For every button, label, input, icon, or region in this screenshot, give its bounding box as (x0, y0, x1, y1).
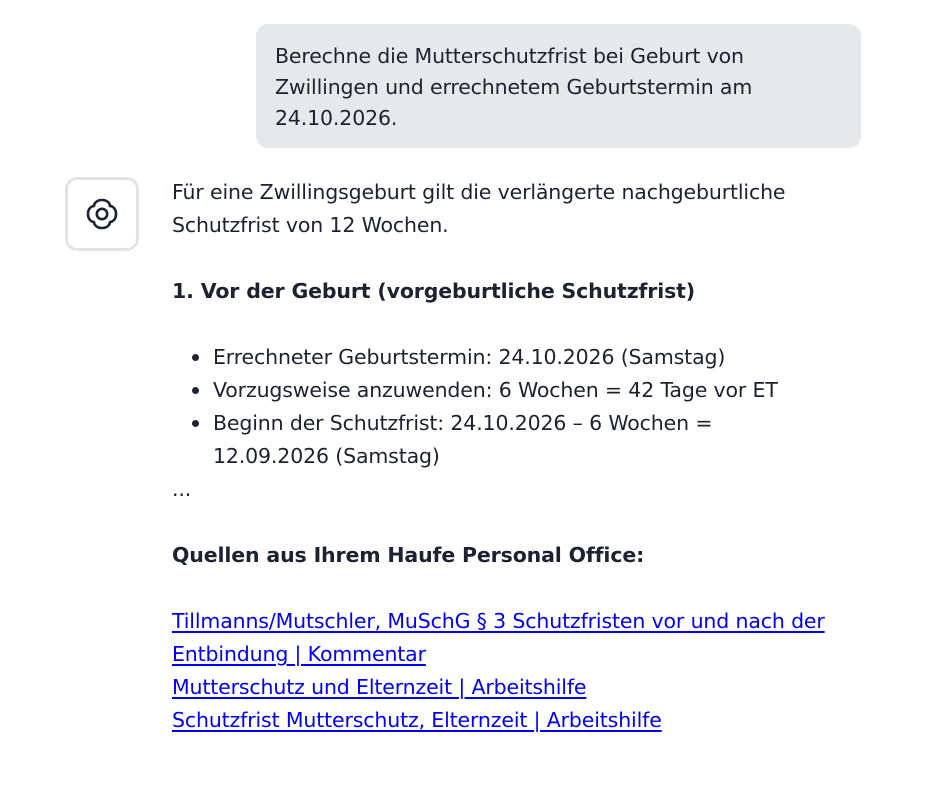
source-link-schutzfrist[interactable]: Schutzfrist Mutterschutz, Elternzeit | Arbeitshilfe (172, 708, 662, 732)
list-item: Errechneter Geburtstermin: 24.10.2026 (Samstag) (213, 341, 872, 374)
assistant-message (172, 176, 872, 737)
list-item: Vorzugsweise anzuwenden: 6 Wochen = 42 Tage vor ET (213, 374, 872, 407)
user-message-text: Berechne die Mutterschutzfrist bei Geburt von Zwillingen und errechnetem Geburtstermin am 24.10.2026. (275, 44, 753, 130)
answer-intro: Für eine Zwillingsgeburt gilt die verlängerte nachgeburtliche Schutzfrist von 12 Wochen. (172, 180, 786, 237)
sources-heading: Quellen aus Ihrem Haufe Personal Office: (172, 543, 645, 567)
list-item: Beginn der Schutzfrist: 24.10.2026 – 6 Wochen = 12.09.2026 (Samstag) (213, 407, 872, 473)
ellipsis-text: ... (172, 477, 192, 501)
bullet-list (172, 341, 872, 473)
section-heading: 1. Vor der Geburt (vorgeburtliche Schutzfrist) (172, 279, 696, 303)
flower-logo-icon (77, 189, 127, 239)
source-link-kommentar[interactable]: Tillmanns/Mutschler, MuSchG § 3 Schutzfristen vor und nach der Entbindung | Kommentar (172, 609, 825, 666)
user-message-bubble (256, 24, 861, 148)
source-link-mutterschutz-elternzeit[interactable]: Mutterschutz und Elternzeit | Arbeitshilfe (172, 675, 587, 699)
assistant-avatar (65, 177, 139, 251)
